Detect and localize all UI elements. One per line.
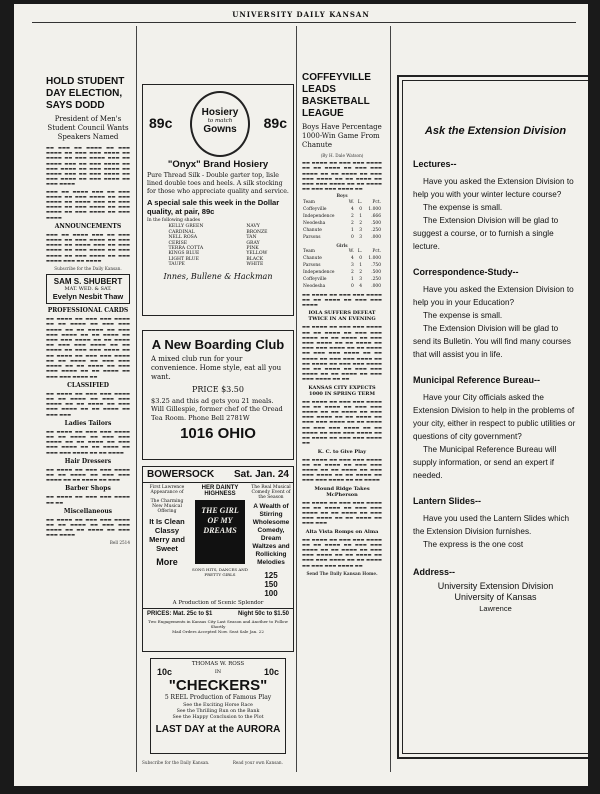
theatre-name: BOWERSOCK xyxy=(147,469,215,480)
address-line-1: University Extension Division xyxy=(437,581,554,591)
girls-header-cell: Pct. xyxy=(372,248,381,254)
boys-header-cell: W. xyxy=(348,199,354,205)
song-hits: SONG HITS, DANCES AND PRETTY GIRLS xyxy=(191,567,249,577)
column-2-footer xyxy=(142,760,292,765)
paragraph: The Municipal Reference Bureau will supply information, or send an expert if needed. xyxy=(413,445,557,480)
ladies-tailors-head: Ladies Tailors xyxy=(64,419,112,427)
table-row xyxy=(302,234,382,241)
headline-alta-vista: Alta Vista Romps on Alma xyxy=(305,528,379,535)
table-row xyxy=(302,213,382,220)
girls-header-cell: L. xyxy=(357,248,363,254)
color-left-6: LIGHT BLUE xyxy=(168,256,199,262)
table-cell: Parsons xyxy=(303,262,321,268)
hosiery-colors-intro: In the following shades xyxy=(147,218,201,224)
table-cell: 2 xyxy=(351,220,354,226)
subhead-coffeyville: Boys Have Percentage 1000-Win Game From Chanute xyxy=(302,123,382,149)
table-cell: 1.000 xyxy=(368,206,381,212)
boys-header-cell: Pct. xyxy=(372,199,381,205)
checkers-title: "CHECKERS" xyxy=(168,677,268,694)
count-2: 150 xyxy=(264,580,278,589)
mail-orders: Mail Orders Accepted Now. Seat Sale Jan. 22 xyxy=(172,629,264,634)
column-1 xyxy=(46,28,130,545)
scenic-production: A Production of Scenic Splendor xyxy=(172,600,264,606)
boarding-address: 1016 OHIO xyxy=(180,425,256,443)
table-row xyxy=(302,276,382,283)
boys-header-cell: L. xyxy=(357,199,363,205)
correspondence-body xyxy=(413,283,578,361)
checkers-sub: 5 REEL Production of Famous Play xyxy=(164,694,272,701)
hosiery-logo xyxy=(190,91,250,157)
table-cell: 0 xyxy=(351,234,354,240)
table-cell: 3 xyxy=(359,234,363,240)
headline-kansas-city: KANSAS CITY EXPECTS 1000 IN SPRING TERM xyxy=(308,384,376,397)
extension-title: Ask the Extension Division xyxy=(424,125,567,137)
table-cell: .666 xyxy=(371,213,381,219)
boarding-price: PRICE $3.50 xyxy=(192,385,244,394)
filler-text: ▬▬ ▬▬▬▬ ▬▬ ▬▬▬ ▬▬▬ ▬▬▬▬ ▬▬ ▬▬ ▬▬▬▬ ▬▬ ▬▬▬ ▬▬▬ ▬▬▬▬ ▬▬ ▬▬ ▬▬▬▬ ▬▬ ▬▬▬ ▬▬▬ ▬▬▬▬ ▬▬ ▬▬ ▬▬▬▬ ▬▬ ▬▬▬ ▬▬▬ xyxy=(302,499,382,526)
paragraph: Have your City officials asked the Extension Division to help in the problems of your city, either in respect to public utilities or questions of city government? xyxy=(413,393,576,441)
table-cell: 1 xyxy=(359,262,363,268)
column-divider-2 xyxy=(296,26,297,772)
table-cell: 0 xyxy=(359,206,363,212)
checkers-in: IN xyxy=(214,669,222,675)
lectures-body xyxy=(413,175,578,253)
filler-text: ▬▬ ▬▬▬▬ ▬▬ ▬▬▬ ▬▬▬ ▬▬▬▬ ▬▬ ▬▬ ▬▬▬▬ ▬▬ ▬▬▬ ▬▬▬ ▬▬▬▬ ▬▬ ▬▬ ▬▬▬▬ ▬▬ ▬▬▬ xyxy=(46,466,130,483)
section-address: Address-- xyxy=(413,567,456,577)
checkers-line-3: See the Happy Conclusion to the Plot xyxy=(172,715,264,720)
table-cell: 3 xyxy=(359,276,363,282)
table-cell: Independence xyxy=(303,213,335,219)
table-cell: 3 xyxy=(359,227,363,233)
filler-text: ▬▬▬ ▬▬ ▬▬▬▬ ▬▬▬ ▬▬ ▬▬▬ ▬▬▬▬ ▬▬ ▬▬▬ ▬▬▬▬ ▬▬ ▬▬▬ ▬▬▬▬ ▬▬ ▬▬▬▬ ▬▬▬ ▬▬ ▬▬▬ ▬▬▬▬ ▬▬ ▬▬▬ ▬▬▬▬ ▬▬ ▬▬▬ ▬▬▬▬ ▬▬ ▬▬▬ ▬▬▬▬ ▬▬ ▬▬▬ ▬▬▬▬ xyxy=(46,188,130,220)
table-cell: .500 xyxy=(371,220,381,226)
color-left-5: KINGS BLUE xyxy=(168,251,200,257)
paragraph: Have you used the Lantern Slides which the Extension Division furnishes. xyxy=(413,514,570,536)
table-cell: 4 xyxy=(351,206,354,212)
checkers-line-1: See the Exciting Horse Race xyxy=(183,703,253,708)
shubert-star: Evelyn Nesbit Thaw xyxy=(52,292,124,302)
filler-text: ▬▬ ▬▬▬▬ ▬▬ ▬▬▬ ▬▬▬ ▬▬▬▬ ▬▬ ▬▬ ▬▬▬▬ ▬▬ ▬▬▬ ▬▬▬ ▬▬▬▬ ▬▬ ▬▬ ▬▬▬▬ ▬▬ ▬▬▬ ▬▬▬ ▬▬▬▬ ▬▬ ▬▬ ▬▬▬▬ ▬▬ ▬▬▬ ▬▬▬ ▬▬▬▬ ▬▬ ▬▬ ▬▬▬▬ xyxy=(46,428,130,455)
send-kansan-home: Send The Daily Kansan Home. xyxy=(306,570,378,576)
filler-text: ▬▬ ▬▬▬▬ ▬▬ ▬▬▬ ▬▬▬ ▬▬▬▬ ▬▬ ▬▬ ▬▬▬▬ ▬▬ ▬▬▬ ▬▬▬ ▬▬▬▬ ▬▬ ▬▬ ▬▬▬▬ ▬▬ ▬▬▬ ▬▬▬ ▬▬▬▬ ▬▬ ▬▬ ▬▬▬▬ ▬▬ ▬▬▬ ▬▬▬ ▬▬▬▬ ▬▬ ▬▬ ▬▬▬▬ ▬▬ ▬▬▬ ▬▬▬ ▬▬▬▬ ▬▬ xyxy=(302,160,382,192)
table-row xyxy=(302,262,382,269)
classified-head: CLASSIFIED xyxy=(67,381,109,389)
filler-text: ▬▬ ▬▬▬▬ ▬▬ ▬▬▬ ▬▬▬ ▬▬▬▬ ▬▬ ▬▬ ▬▬▬▬ ▬▬ ▬▬▬ ▬▬▬ ▬▬▬▬ ▬▬ ▬▬ ▬▬▬▬ ▬▬ ▬▬▬ ▬▬▬ ▬▬▬▬ ▬▬ ▬▬ ▬▬▬▬ ▬▬ ▬▬▬ ▬▬▬ xyxy=(46,390,130,417)
address-line-3: Lawrence xyxy=(479,604,512,613)
hosiery-color-list xyxy=(147,224,289,267)
color-left-3: CERISE xyxy=(168,240,188,246)
wealth-of-comedy: A Wealth of Stirring Wholesome Comedy, Dream Waltzes and Rollicking Melodies xyxy=(252,503,290,566)
color-left-0: KELLY GREEN xyxy=(168,224,204,230)
girls-header-cell: Team xyxy=(303,248,315,254)
table-cell: 2 xyxy=(351,269,354,275)
newspaper-page xyxy=(14,4,588,786)
table-cell: 4 xyxy=(359,283,363,289)
table-cell: 1.000 xyxy=(368,255,381,261)
phone-number: Bell 2514 xyxy=(109,539,130,545)
filler-text: ▬▬ ▬▬▬▬ ▬▬ ▬▬▬ ▬▬▬ ▬▬▬▬ ▬▬ ▬▬ ▬▬▬▬ ▬▬ ▬▬▬ ▬▬▬ ▬▬▬▬ xyxy=(302,291,382,308)
checkers-price-right: 10c xyxy=(263,667,279,677)
logo-to-match: to match xyxy=(207,118,233,124)
logo-gowns: Gowns xyxy=(203,124,237,135)
boarding-title: A New Boarding Club xyxy=(151,337,285,352)
table-cell: 2 xyxy=(359,220,363,226)
top-rule xyxy=(32,22,576,23)
table-cell: Coffeyville xyxy=(303,206,327,212)
girls-label: Girls xyxy=(336,242,348,248)
hosiery-store: Innes, Bullene & Hackman xyxy=(163,271,273,281)
color-left-4: TERRA COTTA xyxy=(168,246,204,252)
her-dainty-highness: HER DAINTY HIGHNESS xyxy=(201,485,239,497)
address-line-2: University of Kansas xyxy=(454,592,537,602)
filler-text: ▬▬ ▬▬▬▬ ▬▬ ▬▬▬ ▬▬▬ ▬▬▬▬ ▬▬ ▬▬ ▬▬▬▬ ▬▬ ▬▬▬ ▬▬▬ ▬▬▬▬ ▬▬ ▬▬ ▬▬▬▬ ▬▬ ▬▬▬ ▬▬▬ ▬▬▬▬ xyxy=(46,516,130,538)
table-cell: .000 xyxy=(371,234,381,240)
read-kansan-footer: Read your own Kansan. xyxy=(232,760,283,765)
color-left-2: NELL ROSA xyxy=(168,235,198,241)
filler-text: ▬▬ ▬▬▬▬ ▬▬ ▬▬▬ ▬▬▬ ▬▬▬▬ ▬▬ ▬▬ ▬▬▬▬ ▬▬ ▬▬▬ ▬▬▬ ▬▬▬▬ ▬▬ ▬▬ ▬▬▬▬ ▬▬ ▬▬▬ ▬▬▬ ▬▬▬▬ ▬▬ ▬▬ ▬▬▬▬ ▬▬ ▬▬▬ ▬▬▬ ▬▬▬▬ ▬▬ ▬▬ ▬▬▬▬ xyxy=(302,456,382,483)
engagement-note: Two Engagements in Kansas City Last Season and Another to Follow Shortly xyxy=(148,619,288,629)
table-row xyxy=(302,269,382,276)
girls-standings-table xyxy=(302,248,382,290)
headline-student-day: HOLD STUDENT DAY ELECTION, SAYS DODD xyxy=(46,76,125,111)
show-date: Sat. Jan. 24 xyxy=(233,469,289,480)
matinee-prices: PRICES: Mat. 25c to $1 xyxy=(147,611,213,617)
filler-text: ▬▬ ▬▬▬▬ ▬▬ ▬▬▬ ▬▬▬ ▬▬▬▬ ▬▬ ▬▬ xyxy=(46,494,130,505)
logo-hosiery: Hosiery xyxy=(201,107,239,118)
musical-offering: The Charming New Musical Offering xyxy=(150,499,184,514)
checkers-movie-ad xyxy=(150,658,286,754)
table-cell: .750 xyxy=(371,262,381,268)
hosiery-ad xyxy=(142,84,294,316)
filler-text: ▬▬ ▬▬▬▬ ▬▬ ▬▬▬ ▬▬▬ ▬▬▬▬ ▬▬ ▬▬ ▬▬▬▬ ▬▬ ▬▬▬ ▬▬▬ ▬▬▬▬ ▬▬ ▬▬ ▬▬▬▬ ▬▬ ▬▬▬ ▬▬▬ ▬▬▬▬ ▬▬ ▬▬ ▬▬▬▬ ▬▬ ▬▬▬ ▬▬▬ ▬▬▬▬ ▬▬ ▬▬ ▬▬▬▬ ▬▬ ▬▬▬ ▬▬▬ ▬▬▬▬ ▬▬ ▬▬ ▬▬▬▬ ▬▬ ▬▬▬ ▬▬▬ ▬▬▬▬ ▬▬ ▬▬ ▬▬▬▬ ▬▬ ▬▬▬ ▬▬▬ ▬▬▬▬ ▬▬ xyxy=(302,398,382,446)
table-row xyxy=(302,206,382,213)
color-right-0: NAVY xyxy=(246,224,260,230)
table-row xyxy=(302,283,382,290)
paragraph: The expense is small. xyxy=(423,203,503,212)
hosiery-description: Pure Thread Silk - Double garter top, lisle lined double toes and heels. A silk stocking for those who appreciate quality and service. xyxy=(147,172,289,195)
table-cell: Chanute xyxy=(303,255,322,261)
subscribe-line: Subscribe for the Daily Kansan. xyxy=(54,266,122,272)
checkers-footer: LAST DAY at the AURORA xyxy=(155,724,281,735)
filler-text: ▬▬ ▬▬▬▬ ▬▬ ▬▬▬ ▬▬▬ ▬▬▬▬ ▬▬ ▬▬ ▬▬▬▬ ▬▬ ▬▬▬ ▬▬▬ ▬▬▬▬ ▬▬ ▬▬ ▬▬▬▬ ▬▬ ▬▬▬ ▬▬▬ ▬▬▬▬ ▬▬ ▬▬ ▬▬▬▬ ▬▬ ▬▬▬ ▬▬▬ ▬▬▬▬ ▬▬ ▬▬ ▬▬▬▬ ▬▬ ▬▬▬ ▬▬▬ ▬▬▬▬ ▬▬ ▬▬ ▬▬▬▬ ▬▬ ▬▬▬ ▬▬▬ ▬▬▬▬ ▬▬ ▬▬ ▬▬▬▬ ▬▬ ▬▬▬ ▬▬▬ ▬▬▬▬ ▬▬ ▬▬ ▬▬▬▬ ▬▬ ▬▬▬ ▬▬▬ ▬▬▬▬ ▬▬ ▬▬ ▬▬▬▬ ▬▬ ▬▬▬ ▬▬▬ ▬▬▬▬ ▬▬ ▬▬ ▬▬▬▬ ▬▬ ▬▬▬ ▬▬▬ ▬▬▬▬ ▬▬ xyxy=(46,316,130,379)
lantern-slides-body xyxy=(413,512,578,551)
checkers-price-left: 10c xyxy=(157,667,173,677)
paragraph: Have you asked the Extension Division to help you with your winter lecture course? xyxy=(413,177,574,199)
bowersock-theatre-ad xyxy=(142,466,294,652)
checkers-owner: THOMAS W. ROSS xyxy=(191,661,245,667)
table-cell: Neodesha xyxy=(303,283,326,289)
checkers-line-2: See the Thrilling Run on the Bank xyxy=(176,709,260,714)
section-lectures: Lectures-- xyxy=(413,159,457,169)
color-right-3: GRAY xyxy=(246,240,260,246)
boarding-club-ad xyxy=(142,330,294,460)
filler-text: ▬▬ ▬▬▬ ▬▬ ▬▬▬▬ ▬▬ ▬▬▬ ▬▬▬▬ ▬▬ ▬▬▬ ▬▬▬ ▬▬▬▬ ▬▬ ▬▬▬▬ ▬▬ ▬▬▬ ▬▬▬▬ ▬▬▬ ▬▬ ▬▬▬▬ ▬▬▬ ▬▬ ▬▬▬ ▬▬▬▬ ▬▬ ▬▬▬ ▬▬▬▬ ▬▬ ▬▬▬ ▬▬▬▬ ▬▬ ▬▬▬▬ ▬▬▬ ▬▬ ▬▬▬ ▬▬▬▬ ▬▬ ▬▬▬ ▬▬▬▬ ▬▬ ▬▬▬ ▬▬▬▬ ▬▬ ▬▬▬ ▬▬▬▬ xyxy=(46,145,130,187)
subscribe-footer: Subscribe for the Daily Kansan. xyxy=(142,760,210,765)
municipal-body xyxy=(413,391,578,482)
color-left-7: TAUPE xyxy=(168,262,185,268)
table-cell: 2 xyxy=(359,269,363,275)
colors-right xyxy=(246,224,267,267)
table-cell: 0 xyxy=(351,283,354,289)
boarding-offer: $3.25 and this ad gets you 21 meals. Will Gillespie, former chef of the Oread Tea Room. Phone Bell 2781W xyxy=(151,397,283,422)
color-right-1: BRONZE xyxy=(246,229,268,235)
shubert-ad xyxy=(46,274,130,304)
more-label: More xyxy=(156,557,178,567)
boys-header-cell: Team xyxy=(303,199,315,205)
shubert-sub: MAT. WED. & SAT. xyxy=(64,286,112,293)
byline: (By H. Dale Watson) xyxy=(320,153,364,158)
table-cell: Independence xyxy=(303,269,335,275)
section-municipal: Municipal Reference Bureau-- xyxy=(413,375,541,385)
headline-mound-ridge: Mound Ridge Takes McPherson xyxy=(314,485,370,498)
headline-kc-play: K. C. to Give Play xyxy=(317,448,367,455)
column-3 xyxy=(302,28,382,576)
column-divider-1 xyxy=(136,26,137,772)
left-intro: First Lawrence Appearance of xyxy=(149,485,185,495)
table-cell: 4 xyxy=(351,255,354,261)
right-intro: The Real Musical Comedy Event of the Season xyxy=(251,485,291,500)
table-cell: 1 xyxy=(351,227,354,233)
hosiery-headline: "Onyx" Brand Hosiery xyxy=(167,159,269,170)
filler-text: ▬▬ ▬▬▬▬ ▬▬ ▬▬▬ ▬▬▬ ▬▬▬▬ ▬▬ ▬▬ ▬▬▬▬ ▬▬ ▬▬▬ ▬▬▬ ▬▬▬▬ ▬▬ ▬▬ ▬▬▬▬ ▬▬ ▬▬▬ ▬▬▬ ▬▬▬▬ ▬▬ ▬▬ ▬▬▬▬ ▬▬ ▬▬▬ ▬▬▬ ▬▬▬▬ ▬▬ ▬▬ ▬▬▬▬ ▬▬ ▬▬▬ ▬▬▬ ▬▬▬▬ ▬▬ xyxy=(302,536,382,568)
table-cell: Parsons xyxy=(303,234,321,240)
color-left-1: CARDINAL xyxy=(168,229,195,235)
table-cell: .000 xyxy=(371,283,381,289)
barber-shops-head: Barber Shops xyxy=(65,485,111,493)
color-right-5: YELLOW xyxy=(246,251,268,257)
girls-header-cell: W. xyxy=(348,248,354,254)
color-right-4: PINK xyxy=(246,246,259,252)
table-cell: Coffeyville xyxy=(303,276,327,282)
boys-label: Boys xyxy=(336,193,348,199)
table-cell: 3 xyxy=(351,262,354,268)
night-prices: Night 50c to $1.50 xyxy=(237,611,289,617)
table-cell: 1 xyxy=(351,276,354,282)
table-cell: .500 xyxy=(371,269,381,275)
paragraph: Have you asked the Extension Division to help you in your Education? xyxy=(413,285,574,307)
filler-text: ▬▬▬ ▬▬ ▬▬▬▬ ▬▬▬ ▬▬ ▬▬▬ ▬▬▬▬ ▬▬ ▬▬▬ ▬▬▬▬ ▬▬ ▬▬▬ ▬▬▬▬ ▬▬ ▬▬▬▬ ▬▬▬ ▬▬ ▬▬▬ ▬▬▬▬ ▬▬ ▬▬▬ ▬▬▬▬ ▬▬ ▬▬▬ ▬▬▬▬ ▬▬ ▬▬▬ ▬▬▬▬ ▬▬ ▬▬▬ ▬▬▬▬ ▬▬▬ ▬▬ ▬▬▬▬ xyxy=(46,231,130,263)
section-lantern-slides: Lantern Slides-- xyxy=(413,496,482,506)
boys-header-row xyxy=(302,199,382,206)
shubert-title: SAM S. SHUBERT xyxy=(53,277,123,287)
table-row xyxy=(302,255,382,262)
section-correspondence: Correspondence-Study-- xyxy=(413,267,519,277)
announcements-head: ANNOUNCEMENTS xyxy=(54,222,122,230)
table-cell: .250 xyxy=(371,227,381,233)
table-cell: Chanute xyxy=(303,227,322,233)
count-1: 125 xyxy=(264,571,278,580)
paragraph: The express is the one cost xyxy=(423,540,524,549)
boys-standings-table xyxy=(302,199,382,241)
headline-iola: IOLA SUFFERS DEFEAT TWICE IN AN EVENING xyxy=(308,310,376,323)
extension-division-ad xyxy=(397,75,588,759)
paragraph: The expense is small. xyxy=(423,311,503,320)
table-cell: 2 xyxy=(351,213,354,219)
paragraph: The Extension Division will be glad to send its Bulletin. You will find many courses that will assist you in life. xyxy=(413,324,571,359)
table-cell: 0 xyxy=(359,255,363,261)
count-3: 100 xyxy=(264,589,278,598)
color-right-6: BLACK xyxy=(246,256,264,262)
color-right-7: WHITE xyxy=(246,262,264,268)
table-cell: Neodesha xyxy=(303,220,326,226)
miscellaneous-head: Miscellaneous xyxy=(63,507,113,515)
professional-cards-head: PROFESSIONAL CARDS xyxy=(47,307,129,315)
colors-left xyxy=(168,224,203,267)
girl-of-my-dreams-art: THE GIRL OF MY DREAMS xyxy=(195,500,245,564)
table-cell: 1 xyxy=(359,213,363,219)
hosiery-price-right: 89c xyxy=(263,115,287,131)
hosiery-price-left: 89c xyxy=(149,115,173,131)
column-divider-3 xyxy=(390,26,391,772)
subhead-student-day: President of Men's Student Council Wants Speakers Named xyxy=(47,115,129,141)
paragraph: The Extension Division will be glad to suggest a course, or to furnish a single lecture. xyxy=(413,216,559,251)
hosiery-special: A special sale this week in the Dollar quality, at pair, 89c xyxy=(147,198,280,217)
filler-text: ▬▬ ▬▬▬▬ ▬▬ ▬▬▬ ▬▬▬ ▬▬▬▬ ▬▬ ▬▬ ▬▬▬▬ ▬▬ ▬▬▬ ▬▬▬ ▬▬▬▬ ▬▬ ▬▬ ▬▬▬▬ ▬▬ ▬▬▬ ▬▬▬ ▬▬▬▬ ▬▬ ▬▬ ▬▬▬▬ ▬▬ ▬▬▬ ▬▬▬ ▬▬▬▬ ▬▬ ▬▬ ▬▬▬▬ ▬▬ ▬▬▬ ▬▬▬ ▬▬▬▬ ▬▬ ▬▬ ▬▬▬▬ ▬▬ ▬▬▬ ▬▬▬ ▬▬▬▬ ▬▬ ▬▬ ▬▬▬▬ ▬▬ ▬▬▬ ▬▬▬ ▬▬▬▬ ▬▬ ▬▬ ▬▬▬▬ ▬▬ ▬▬▬ ▬▬▬ ▬▬▬▬ ▬▬ ▬▬ ▬▬▬▬ ▬▬ ▬▬▬ ▬▬▬ ▬▬▬▬ ▬▬ ▬▬ xyxy=(302,324,382,382)
color-right-2: TAN xyxy=(246,235,257,241)
hair-dressers-head: Hair Dressers xyxy=(64,457,112,465)
boarding-description: A mixed club run for your convenience. Home style, eat all you want. xyxy=(151,355,282,381)
headline-coffeyville: COFFEYVILLE LEADS BASKETBALL LEAGUE xyxy=(302,72,371,119)
girls-header-row xyxy=(302,248,382,255)
table-row xyxy=(302,227,382,234)
clean-classy: It Is Clean Classy Merry and Sweet xyxy=(149,517,185,553)
masthead: UNIVERSITY DAILY KANSAN xyxy=(232,10,370,19)
table-cell: .250 xyxy=(371,276,381,282)
table-row xyxy=(302,220,382,227)
